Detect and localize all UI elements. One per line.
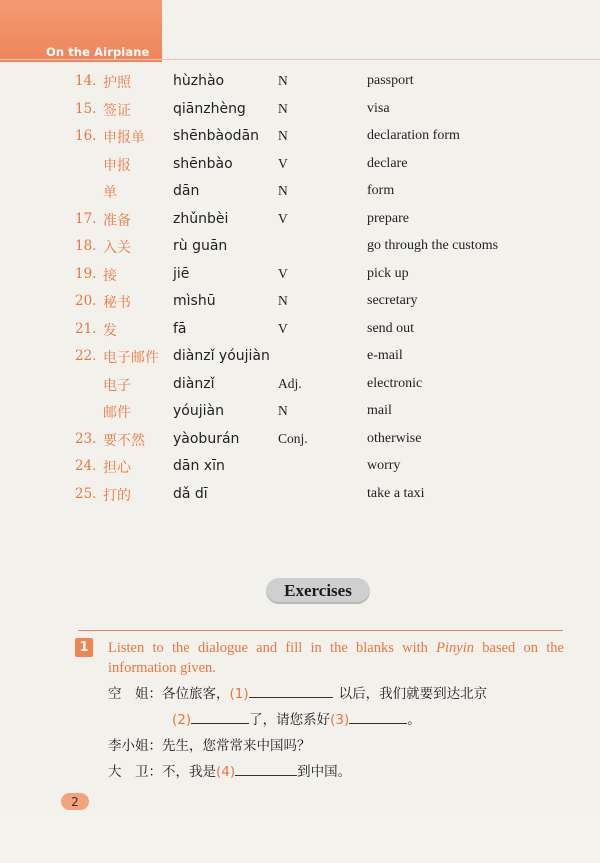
vocab-hanzi: 打的: [103, 487, 131, 504]
vocab-pinyin: jiē: [173, 265, 190, 282]
blank-3-field[interactable]: [349, 709, 407, 724]
vocab-part-of-speech: V: [278, 155, 288, 171]
vocab-number: 14.: [75, 73, 97, 89]
vocab-row: [0, 100, 600, 122]
vocab-hanzi: 电子: [103, 377, 131, 394]
blank-number-3: (3): [330, 712, 350, 728]
vocab-english: declaration form: [367, 128, 460, 143]
vocab-row: [0, 402, 600, 424]
speaker-flight-attendant: 空 姐：: [108, 686, 162, 702]
vocab-english: send out: [367, 320, 415, 336]
vocab-part-of-speech: Conj.: [278, 430, 308, 446]
blank-2-field[interactable]: [191, 709, 249, 724]
vocab-hanzi: 要不然: [103, 432, 145, 449]
vocab-part-of-speech: N: [278, 293, 288, 308]
dialogue-text: 到中国。: [297, 764, 352, 780]
speaker-david: 大 卫：: [108, 764, 162, 780]
exercise-divider: [78, 630, 563, 631]
vocab-hanzi: 接: [103, 267, 117, 284]
vocab-english: take a taxi: [367, 485, 425, 501]
vocab-english: pick up: [367, 265, 409, 281]
vocab-english: declare: [367, 155, 408, 171]
blank-1-field[interactable]: [249, 683, 333, 698]
vocab-english: e-mail: [367, 348, 403, 363]
blank-number-4: (4): [216, 764, 236, 780]
vocab-pinyin: fā: [173, 320, 187, 337]
vocab-row: [0, 155, 600, 177]
instruction-text-b: based on the information given.: [108, 640, 564, 676]
blank-4-field[interactable]: [235, 761, 297, 776]
dialogue-text: 以后，我们就要到达北京: [338, 686, 488, 702]
vocab-row: [0, 485, 600, 507]
header-divider: [0, 59, 600, 60]
vocab-pinyin: mìshū: [173, 293, 216, 309]
page-footer: [0, 816, 600, 863]
vocab-hanzi: 申报单: [103, 130, 145, 146]
vocab-row: [0, 237, 600, 259]
vocab-english: electronic: [367, 375, 423, 391]
vocab-hanzi: 申报: [103, 157, 131, 174]
vocab-pinyin: rù guān: [173, 238, 228, 254]
vocab-hanzi: 签证: [103, 102, 131, 119]
vocab-hanzi: 邮件: [103, 405, 131, 421]
vocab-part-of-speech: N: [278, 183, 288, 198]
vocab-number: 22.: [75, 348, 97, 364]
exercises-heading: [266, 578, 370, 604]
vocab-english: mail: [367, 403, 392, 418]
vocab-number: 25.: [75, 485, 97, 502]
vocab-row: [0, 457, 600, 479]
dialogue-line-3: [108, 734, 311, 754]
vocab-english: worry: [367, 458, 401, 473]
dialogue-line-1: [108, 682, 487, 702]
vocab-part-of-speech: N: [278, 100, 288, 116]
vocab-english: passport: [367, 73, 414, 88]
vocab-hanzi: 准备: [103, 212, 131, 229]
vocab-row: [0, 72, 600, 94]
dialogue-text: 各位旅客，: [162, 686, 230, 702]
vocab-pinyin: yàoburán: [173, 430, 240, 447]
vocab-number: 20.: [75, 293, 97, 309]
chapter-title: On the Airplane: [46, 45, 150, 59]
vocab-part-of-speech: Adj.: [278, 375, 302, 391]
vocab-pinyin: diànzǐ yóujiàn: [173, 348, 270, 364]
vocab-hanzi: 发: [103, 322, 117, 339]
vocab-row: [0, 182, 600, 204]
vocab-english: otherwise: [367, 430, 422, 446]
vocab-row: [0, 210, 600, 232]
vocab-part-of-speech: V: [278, 210, 288, 226]
vocab-pinyin: dǎ dī: [173, 485, 208, 502]
vocab-part-of-speech: N: [278, 128, 288, 143]
dialogue-line-2: [172, 708, 421, 728]
vocab-row: [0, 430, 600, 452]
vocab-hanzi: 入关: [103, 240, 131, 256]
vocab-part-of-speech: N: [278, 73, 288, 88]
vocab-row: [0, 375, 600, 397]
speaker-miss-li: 李小姐：: [108, 738, 162, 754]
dialogue-text: 了，请您系好: [249, 712, 331, 728]
vocab-part-of-speech: V: [278, 320, 288, 336]
exercise-number-badge: 1: [75, 638, 93, 657]
vocab-pinyin: yóujiàn: [173, 403, 224, 419]
vocab-number: 21.: [75, 320, 97, 337]
vocab-pinyin: dān: [173, 183, 200, 199]
vocab-pinyin: dān xīn: [173, 458, 225, 474]
vocab-row: [0, 347, 600, 369]
vocab-english: secretary: [367, 293, 418, 308]
dialogue-text: 。: [407, 712, 421, 728]
blank-number-1: (1): [229, 686, 249, 702]
vocab-english: go through the customs: [367, 238, 499, 253]
vocab-row: [0, 320, 600, 342]
vocab-hanzi: 担心: [103, 460, 131, 476]
vocab-pinyin: hùzhào: [173, 73, 225, 89]
vocab-number: 24.: [75, 458, 97, 474]
instruction-text-a: Listen to the dialogue and fill in the blanks with: [108, 640, 437, 656]
vocab-number: 23.: [75, 430, 97, 447]
dialogue-text: 不，我是: [162, 764, 216, 780]
vocab-hanzi: 秘书: [103, 295, 131, 311]
dialogue-line-4: [108, 760, 351, 780]
vocab-part-of-speech: N: [278, 403, 288, 418]
vocab-pinyin: diànzǐ: [173, 375, 215, 392]
vocab-number: 15.: [75, 100, 97, 117]
vocab-english: form: [367, 183, 395, 198]
vocab-english: visa: [367, 100, 390, 116]
vocab-number: 18.: [75, 238, 97, 254]
vocab-hanzi: 护照: [103, 75, 131, 91]
vocab-number: 16.: [75, 128, 97, 144]
vocab-row: [0, 265, 600, 287]
blank-number-2: (2): [172, 712, 192, 728]
vocab-hanzi: 单: [103, 185, 117, 201]
page-number-badge: 2: [61, 793, 89, 810]
vocab-row: [0, 127, 600, 149]
vocab-number: 19.: [75, 265, 97, 282]
dialogue-text: 先生，您常常来中国吗？: [162, 738, 311, 754]
instruction-pinyin-word: Pinyin: [436, 640, 475, 656]
vocab-pinyin: shēnbàodān: [173, 128, 260, 144]
vocab-part-of-speech: V: [278, 265, 288, 281]
vocab-pinyin: qiānzhèng: [173, 100, 246, 117]
exercise-instruction: [108, 638, 564, 678]
vocab-english: prepare: [367, 210, 409, 226]
vocab-hanzi: 电子邮件: [103, 350, 159, 366]
vocab-row: [0, 292, 600, 314]
exercises-heading-label: Exercises: [284, 581, 352, 600]
vocab-number: 17.: [75, 210, 97, 227]
vocab-pinyin: shēnbào: [173, 155, 233, 172]
vocab-pinyin: zhǔnbèi: [173, 210, 229, 227]
